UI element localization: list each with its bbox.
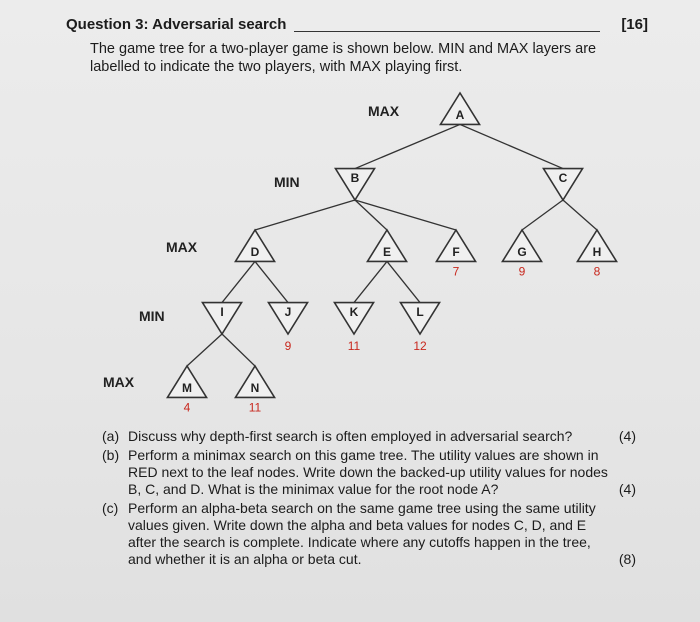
utility-value: 4 — [183, 400, 191, 415]
tree-edge-c-g — [522, 200, 563, 230]
layer-label-max: MAX — [166, 239, 198, 255]
tree-edge-d-i — [222, 261, 255, 302]
part-line: Perform an alpha-beta search on the same game tree using the same utility — [128, 500, 596, 516]
part-label: (b) — [102, 447, 120, 463]
node-label: N — [250, 381, 260, 395]
layer-label-max: MAX — [103, 374, 135, 390]
tree-edge-b-d — [255, 200, 355, 230]
tree-node-m — [167, 366, 206, 414]
tree-node-a — [440, 93, 479, 124]
tree-edge-i-m — [187, 334, 222, 366]
question-title: Question 3: Adversarial search — [66, 16, 287, 33]
part-a — [102, 428, 636, 445]
node-label: I — [220, 305, 224, 319]
tree-node-d — [235, 230, 274, 261]
part-label: (a) — [102, 428, 120, 444]
tree-node-n — [235, 366, 274, 414]
intro-line: The game tree for a two-player game is shown below. MIN and MAX layers are — [90, 41, 597, 57]
layer-label-min: MIN — [274, 174, 300, 190]
utility-value: 9 — [518, 264, 526, 279]
part-b — [102, 447, 636, 498]
node-label: B — [350, 171, 360, 185]
part-c — [102, 500, 636, 568]
part-marks: (8) — [618, 551, 636, 567]
tree-edge-e-l — [387, 261, 420, 302]
tree-node-k — [334, 303, 373, 353]
part-line: B, C, and D. What is the minimax value for the root node A? (4) — [128, 481, 636, 497]
tree-node-j — [268, 303, 307, 353]
part-line: values given. Write down the alpha and beta values for nodes C, D, and E — [128, 517, 587, 533]
node-label: D — [250, 245, 260, 259]
part-label: (c) — [102, 500, 119, 516]
tree-edge-c-h — [563, 200, 597, 230]
utility-value: 7 — [452, 264, 460, 279]
tree-edge-a-b — [355, 124, 460, 168]
node-label: E — [382, 245, 392, 259]
node-label: J — [284, 305, 292, 319]
utility-value: 8 — [593, 264, 601, 279]
utility-value: 9 — [284, 339, 292, 353]
node-label: G — [517, 245, 527, 259]
node-label: A — [455, 108, 465, 122]
part-line: after the search is complete. Indicate where any cutoffs happen in the tree, — [128, 534, 591, 550]
tree-edge-i-n — [222, 334, 255, 366]
utility-value: 11 — [248, 400, 262, 415]
intro-line: labelled to indicate the two players, with MAX playing first. — [90, 59, 463, 75]
tree-edge-e-k — [354, 261, 387, 302]
part-line: Perform a minimax search on this game tree. The utility values are shown in — [128, 447, 599, 463]
utility-value: 11 — [347, 339, 361, 353]
part-line: Discuss why depth-first search is often employed in adversarial search? (4) — [128, 428, 636, 444]
node-label: L — [416, 305, 424, 319]
tree-node-b — [335, 169, 374, 200]
part-line: RED next to the leaf nodes. Write down the backed-up utility values for nodes — [128, 464, 608, 480]
tree-node-e — [367, 230, 406, 261]
node-label: C — [558, 171, 568, 185]
tree-node-h — [577, 230, 616, 278]
node-label: K — [349, 305, 359, 319]
node-label: M — [182, 381, 192, 395]
node-label: H — [592, 245, 602, 259]
question-parts — [102, 428, 636, 570]
question-marks: [16] — [621, 16, 648, 33]
part-marks: (4) — [618, 481, 636, 497]
tree-edge-d-j — [255, 261, 288, 302]
utility-value: 12 — [413, 339, 427, 353]
tree-node-f — [436, 230, 475, 278]
node-label: F — [452, 245, 460, 259]
tree-node-i — [202, 303, 241, 334]
tree-node-g — [502, 230, 541, 278]
part-marks: (4) — [618, 428, 636, 444]
tree-node-c — [543, 169, 582, 200]
tree-node-l — [400, 303, 439, 353]
layer-label-max: MAX — [368, 103, 400, 119]
tree-edge-a-c — [460, 124, 563, 168]
part-line: and whether it is an alpha or beta cut. (8) — [128, 551, 636, 567]
layer-label-min: MIN — [139, 308, 165, 324]
